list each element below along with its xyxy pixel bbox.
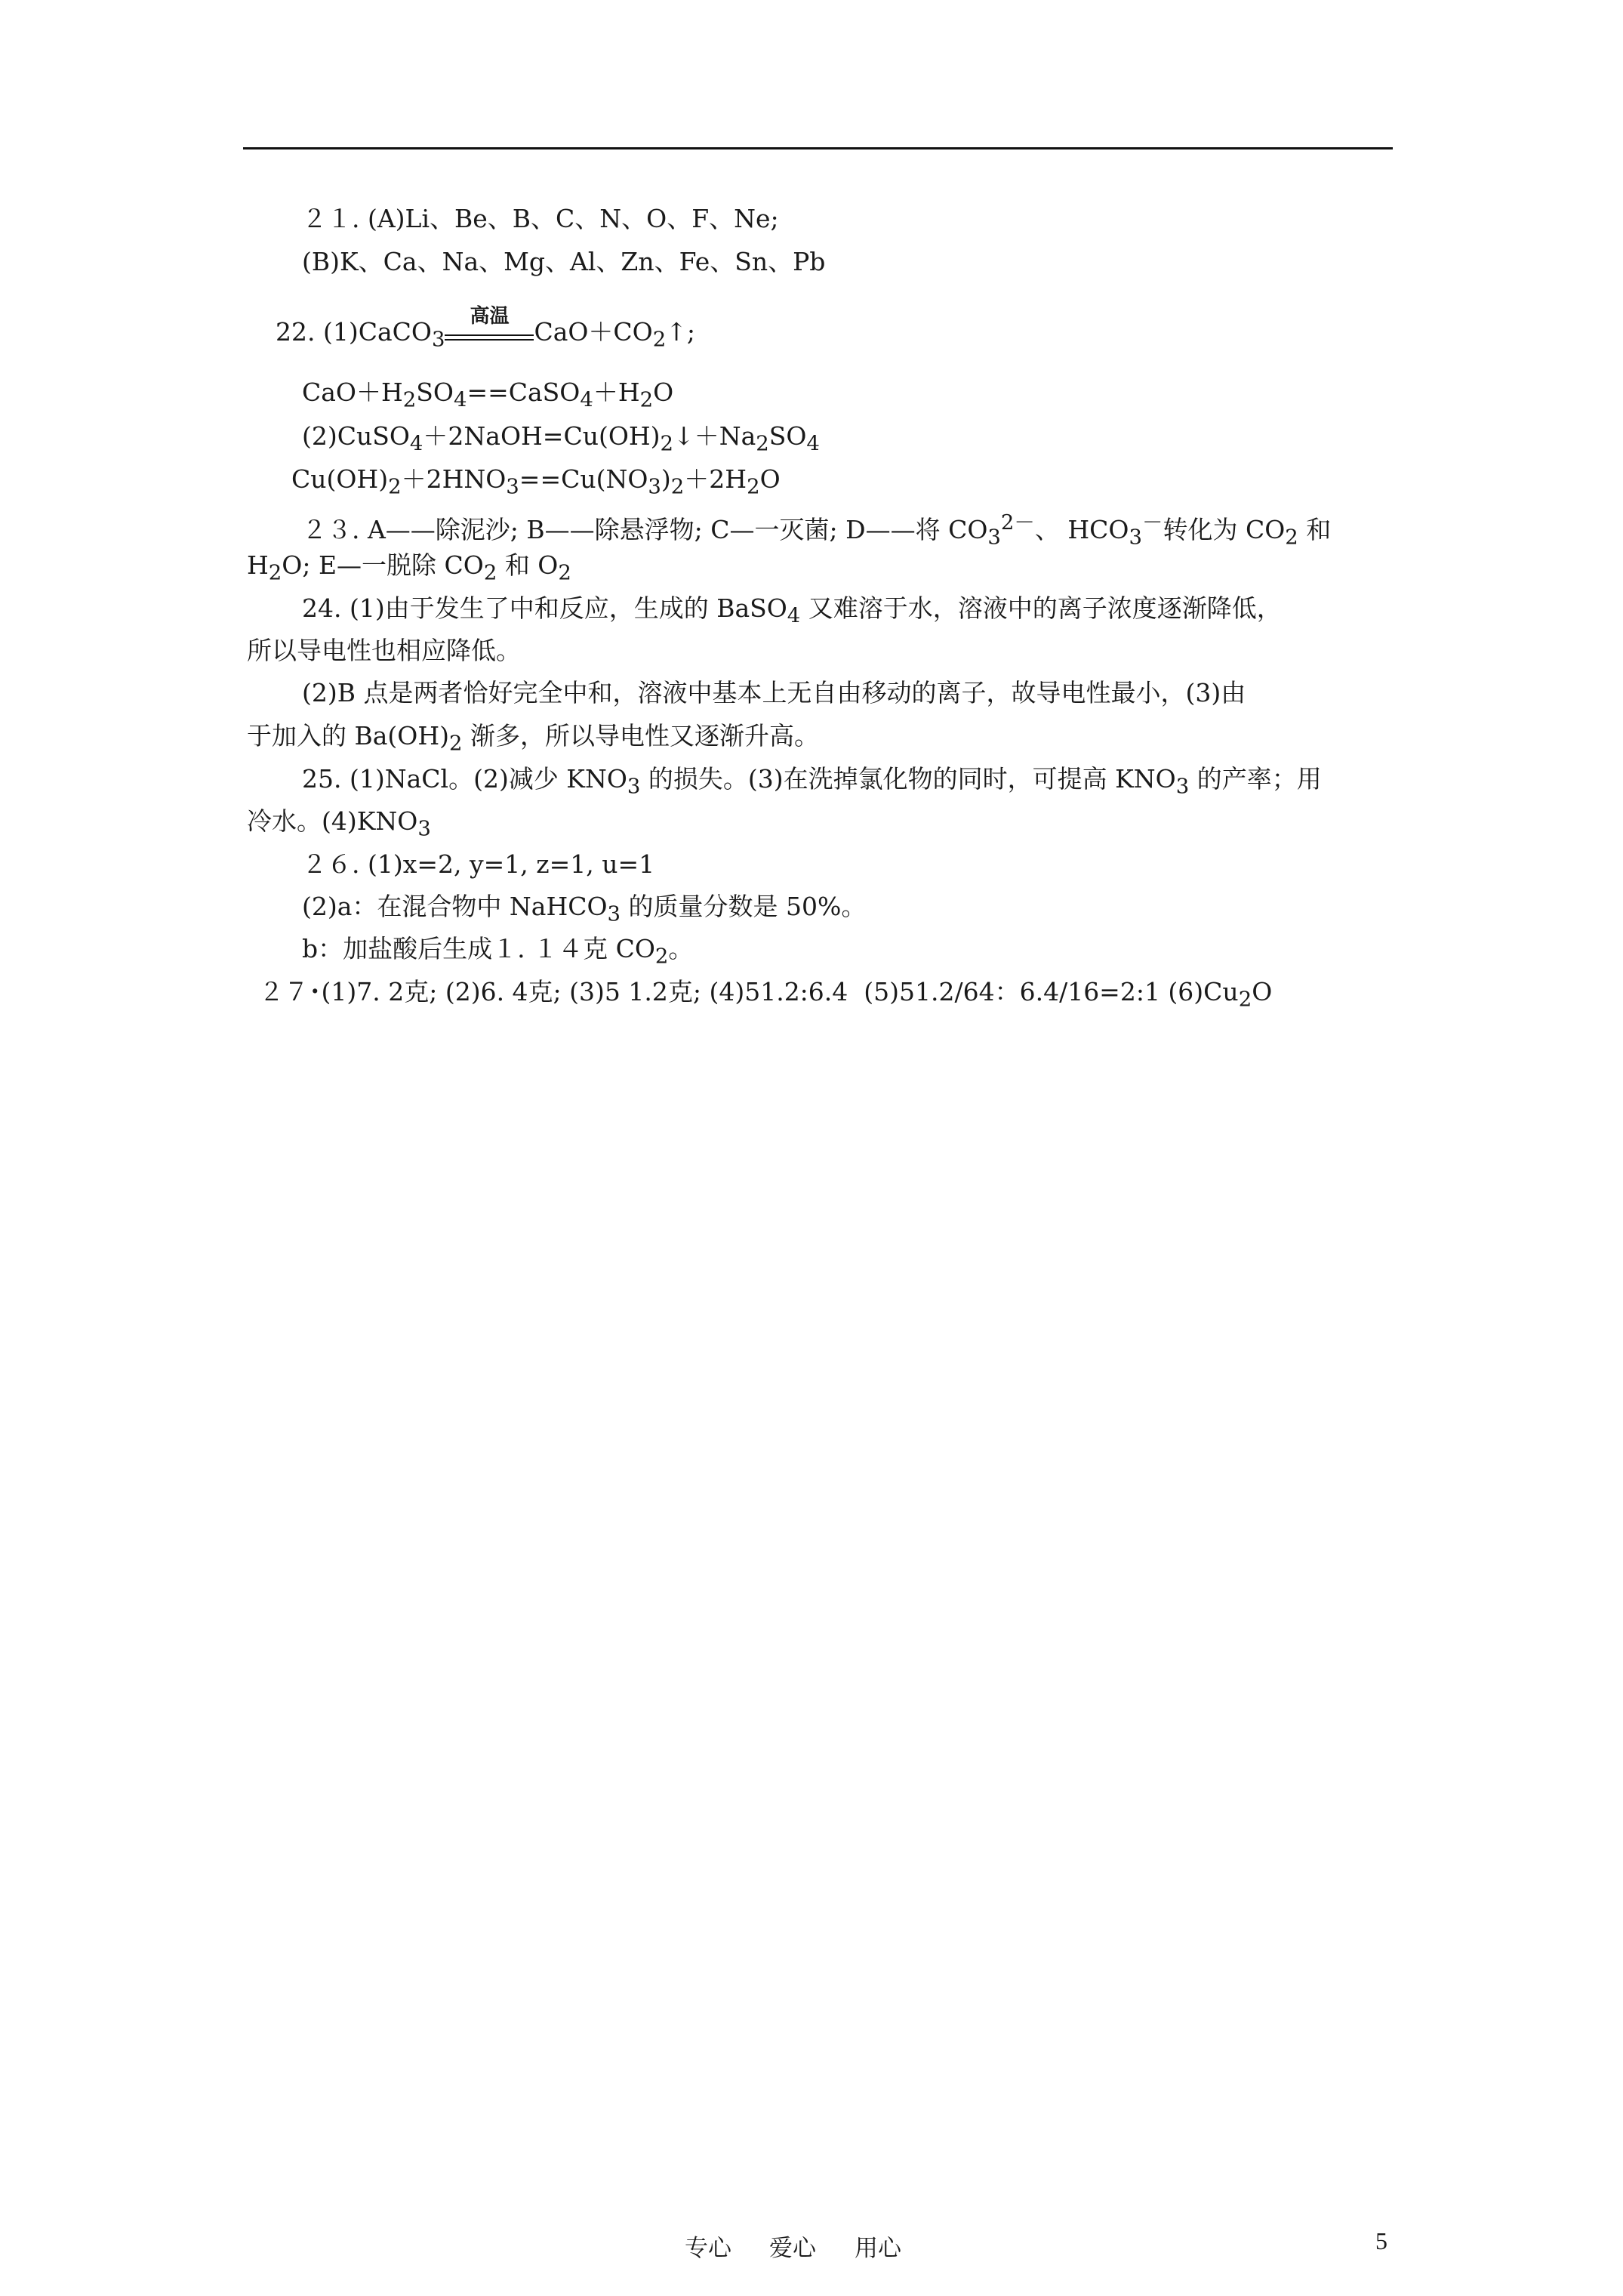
answer-26a: ２６. (1)x=2, y=1, z=1, u=1	[302, 849, 655, 879]
footer-left: 专心	[685, 2235, 731, 2262]
answer-26b: (2)a：在混合物中 NaHCO$_3$ 的质量分数是 50%。	[302, 892, 867, 926]
reaction-condition: 高温	[445, 325, 534, 341]
answer-23b: $H_2O$; E—一脱除 $CO_2$ 和 $O_2$	[247, 550, 571, 585]
answer-24c: (2)B 点是两者恰好完全中和，溶液中基本上无自由移动的离子，故导电性最小，(3)由	[302, 678, 1246, 707]
answer-23a: ２３. A——除泥沙; B——除悬浮物; C—一灭菌; D——将 $CO_3^{2-}$、 $HCO_3^-$转化为 $CO_2$ 和	[302, 510, 1332, 550]
answer-24a: 24. (1)由于发生了中和反应，生成的 BaSO$_4$ 又难溶于水，溶液中的离子浓度逐渐降低，	[302, 593, 1282, 628]
answer-21a: ２１. (A)Li、Be、B、C、N、O、F、Ne;	[302, 204, 779, 233]
answer-22-1b: $CaO+H_2SO_4==CaSO_4+H_2O$	[302, 378, 674, 412]
answer-21b: (B)K、Ca、Na、Mg、Al、Zn、Fe、Sn、Pb	[302, 247, 826, 276]
page-number: 5	[1375, 2227, 1387, 2254]
answer-22-2b: $Cu(OH)_2+2HNO_3==Cu(NO_3)_2+2H_2O$	[291, 464, 781, 499]
footer-middle: 爱心	[769, 2235, 816, 2262]
answer-26c: b：加盐酸后生成１. １４克 $CO_2$。	[302, 934, 694, 969]
answer-22-2a: $(2)CuSO_4+2NaOH=Cu(OH)_2↓+Na_2SO_4$	[302, 421, 820, 456]
answer-25a: 25. (1)NaCl。(2)减少 $KNO_3$ 的损失。(3)在洗掉氯化物的同时，可提高 $KNO_3$ 的产率；用	[302, 764, 1322, 799]
answer-27: ２７･(1)7. 2克; (2)6. 4克; (3)5 1.2克; (4)51.2:6.4 (5)51.2/64：6.4/16=2:1 $(6)Cu_2O$	[259, 977, 1273, 1012]
header-rule	[243, 147, 1393, 149]
footer-right: 用心	[855, 2235, 901, 2262]
answer-25b: 冷水。$(4)KNO_3$	[247, 806, 431, 841]
answer-22-1a: 22. (1)CaCO$_3$ 高温 $CaO+CO_2↑$;	[276, 305, 696, 352]
answer-24b: 所以导电性也相应降低。	[247, 636, 521, 665]
answer-24d: 于加入的 $Ba(OH)_2$ 渐多，所以导电性又逐渐升高。	[247, 721, 819, 756]
